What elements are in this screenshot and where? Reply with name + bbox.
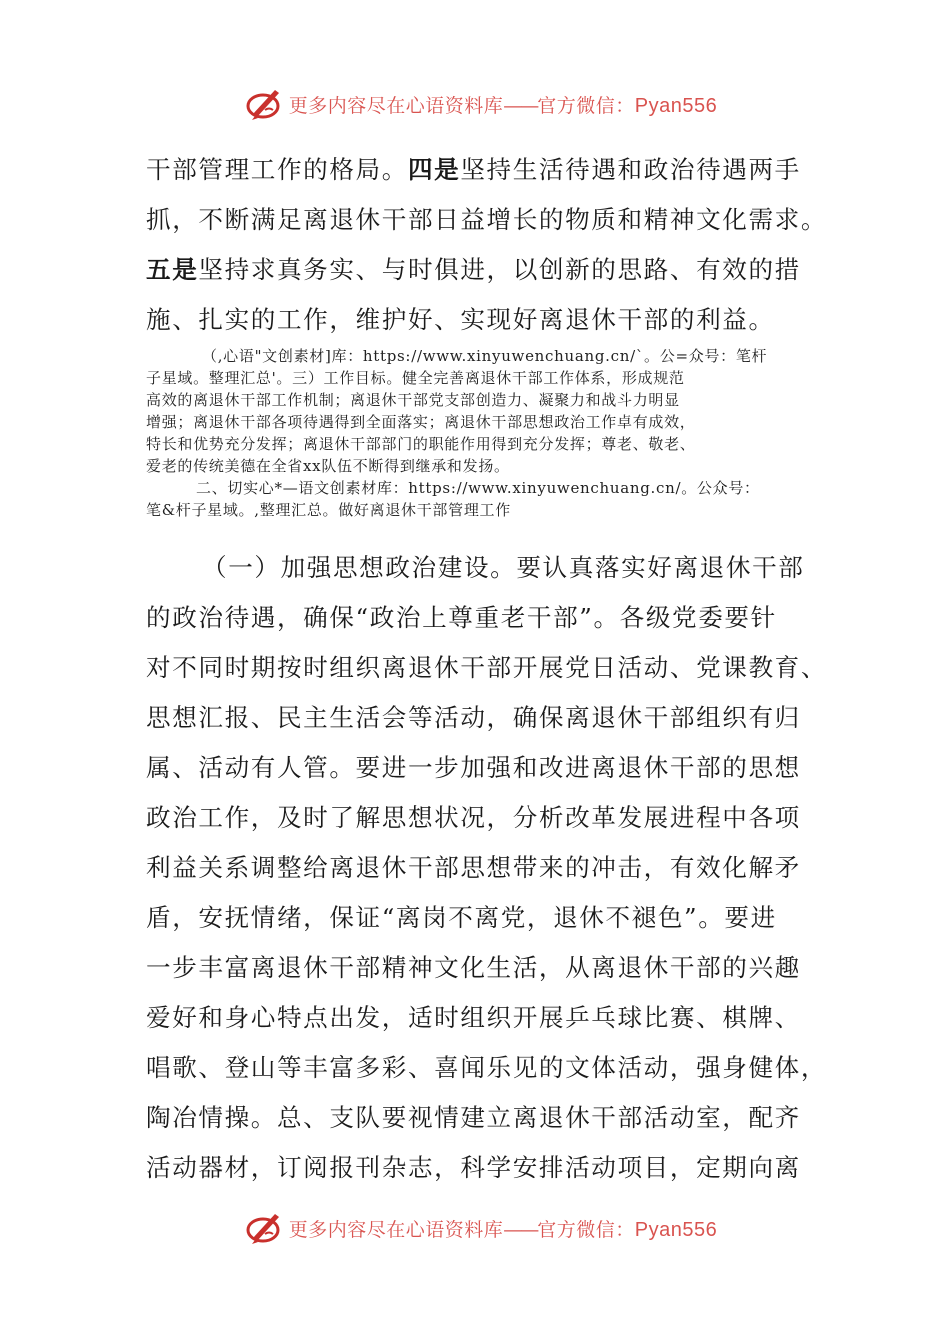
main-paragraph: [146, 543, 828, 1193]
small-text-section: [146, 345, 808, 521]
text-span: 坚持生活待遇和政治待遇两手: [460, 155, 801, 184]
text-line: 属、活动有人管。要进一步加强和改进离退休干部的思想: [146, 753, 801, 782]
text-line: 爱好和身心特点出发，适时组织开展乒乓球比赛、棋牌、: [146, 1003, 801, 1032]
text-line: 利益关系调整给离退休干部思想带来的冲击，有效化解矛: [146, 853, 801, 882]
text-span: 坚持求真务实、与时俱进，以创新的思路、有效的措: [198, 255, 801, 284]
bold-marker: 五是: [146, 255, 199, 284]
small-line: 爱老的传统美德在全省xx队伍不断得到继承和发扬。: [146, 457, 510, 475]
text-line: 的政治待遇，确保“政治上尊重老干部”。各级党委要针: [146, 603, 777, 632]
text-line: 一步丰富离退休干部精神文化生活，从离退休干部的兴趣: [146, 953, 801, 982]
text-span: 干部管理工作的格局。: [146, 155, 408, 184]
banner-wechat-id: Pyan556: [634, 94, 718, 117]
pen-signature-logo-icon: [245, 84, 285, 124]
small-line: （,心语"文创素材]库：https://www.xinyuwenchuang.cn/`。公=众号：笔杆: [202, 347, 768, 365]
text-line: 施、扎实的工作，维护好、实现好离退休干部的利益。: [146, 305, 775, 334]
header-banner: [0, 82, 950, 126]
text-line: 对不同时期按时组织离退休干部开展党日活动、党课教育、: [146, 653, 828, 682]
small-line: 笔&杆子星域。,整理汇总。做好离退休干部管理工作: [146, 501, 511, 519]
text-line: [146, 145, 806, 195]
small-line: 高效的离退休干部工作机制；离退休干部党支部创造力、凝聚力和战斗力明显: [146, 391, 680, 409]
banner-text: [289, 1215, 718, 1242]
small-line: 增强；离退休干部各项待遇得到全面落实；离退休干部思想政治工作卓有成效，: [146, 413, 696, 431]
banner-official: 官方微信：: [537, 1218, 635, 1241]
text-line: （一）加强思想政治建设。要认真落实好离退休干部: [202, 553, 805, 582]
text-line: 抓，不断满足离退休干部日益增长的物质和精神文化需求。: [146, 205, 828, 234]
text-line: 盾，安抚情绪，保证“离岗不离党，退休不褪色”。要进: [146, 903, 777, 932]
footer-banner: [0, 1206, 950, 1250]
text-line: 陶冶情操。总、支队要视情建立离退休干部活动室，配齐: [146, 1103, 801, 1132]
text-line: 唱歌、登山等丰富多彩、喜闻乐见的文体活动，强身健体，: [146, 1053, 828, 1082]
text-line: [146, 245, 806, 295]
text-line: 政治工作，及时了解思想状况，分析改革发展进程中各项: [146, 803, 801, 832]
banner-text-cn: 更多内容尽在心语资料库: [288, 1218, 504, 1241]
small-line: 特长和优势充分发挥；离退休干部部门的职能作用得到充分发挥；尊老、敬老、: [146, 435, 696, 453]
banner-dash: ——: [503, 1218, 538, 1241]
bold-marker: 四是: [407, 155, 461, 184]
banner-official: 官方微信：: [537, 94, 635, 117]
banner-dash: ——: [503, 94, 538, 117]
banner-wechat-id: Pyan556: [634, 1218, 718, 1241]
small-line: 二、切实心*—语文创素材库：https://www.xinyuwenchuang.cn/。公众号：: [196, 479, 760, 497]
top-paragraph: [146, 145, 828, 345]
banner-text-cn: 更多内容尽在心语资料库: [288, 94, 504, 117]
banner-text: [289, 91, 718, 118]
pen-signature-logo-icon: [245, 1208, 285, 1248]
small-line: 子星域。整理汇总'。三）工作目标。健全完善离退休干部工作体系，形成规范: [146, 369, 685, 387]
text-line: 思想汇报、民主生活会等活动，确保离退休干部组织有归: [146, 703, 801, 732]
text-line: 活动器材，订阅报刊杂志，科学安排活动项目，定期向离: [146, 1153, 801, 1182]
